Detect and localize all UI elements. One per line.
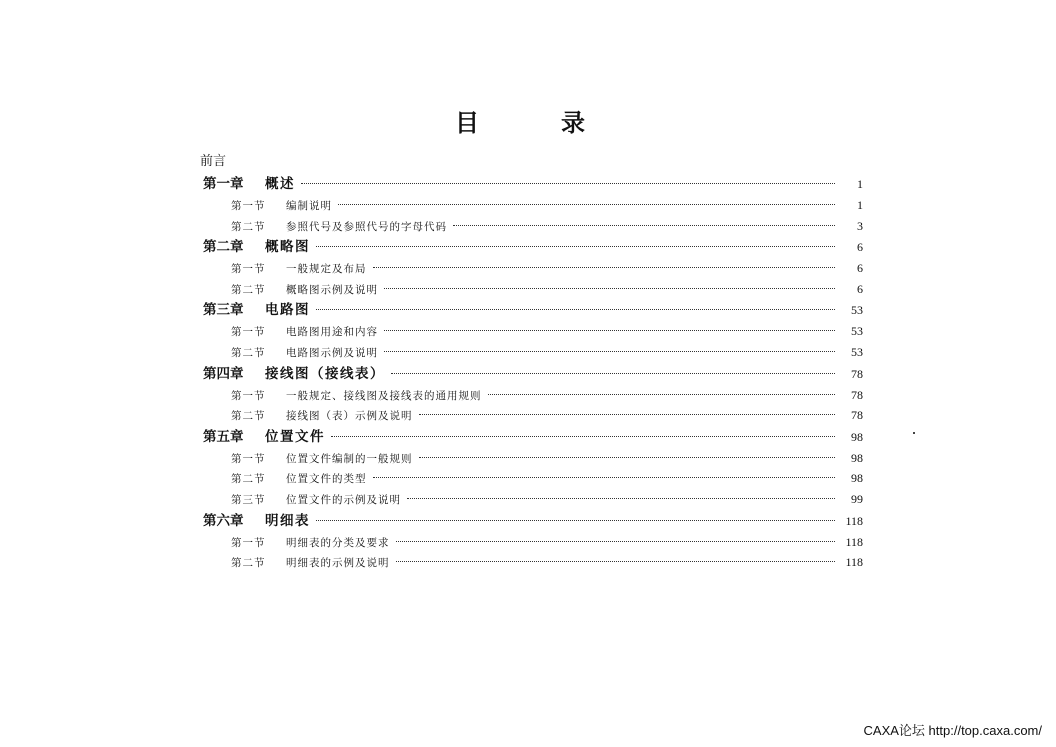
section-title: 概略图示例及说明 xyxy=(286,283,378,296)
toc-chapter-row xyxy=(203,510,863,532)
chapter-number: 第三章 xyxy=(203,302,244,319)
section-number: 第二节 xyxy=(231,473,266,486)
section-page-number: 1 xyxy=(857,198,863,212)
section-page-number: 98 xyxy=(851,471,863,486)
toc-section-row xyxy=(203,468,863,489)
section-number: 第一节 xyxy=(231,263,266,276)
section-title: 明细表的示例及说明 xyxy=(286,557,390,570)
dot-leader xyxy=(316,246,835,247)
dot-leader xyxy=(384,288,835,289)
chapter-page-number: 78 xyxy=(851,366,863,381)
section-number: 第一节 xyxy=(231,536,266,549)
toc-section-row xyxy=(203,216,863,237)
toc-section-row xyxy=(203,489,863,510)
section-number: 第二节 xyxy=(231,346,266,359)
section-number: 第二节 xyxy=(231,410,266,423)
section-page-number: 78 xyxy=(851,387,863,402)
section-page-number: 6 xyxy=(857,281,863,296)
dot-leader xyxy=(391,373,835,374)
toc-section-row xyxy=(203,279,863,300)
section-number: 第一节 xyxy=(231,200,266,212)
toc-section-row xyxy=(203,532,863,553)
chapter-title: 电路图 xyxy=(265,302,310,319)
chapter-title: 位置文件 xyxy=(265,428,325,445)
chapter-title: 明细表 xyxy=(265,512,310,529)
dot-leader xyxy=(384,330,835,331)
dot-leader xyxy=(301,183,835,184)
chapter-number: 第一章 xyxy=(203,176,244,192)
dot-leader xyxy=(407,498,835,499)
section-page-number: 118 xyxy=(845,534,863,549)
toc-section-row xyxy=(203,321,863,342)
section-title: 电路图用途和内容 xyxy=(286,326,378,339)
chapter-number: 第二章 xyxy=(203,239,244,256)
chapter-page-number: 118 xyxy=(845,513,863,528)
dot-leader xyxy=(316,309,835,310)
toc-chapter-row xyxy=(203,236,863,258)
section-page-number: 99 xyxy=(851,491,863,506)
section-page-number: 98 xyxy=(851,450,863,465)
chapter-number: 第六章 xyxy=(203,512,244,529)
toc-section-row xyxy=(203,258,863,279)
chapter-page-number: 6 xyxy=(857,240,863,255)
chapter-page-number: 1 xyxy=(857,177,863,191)
section-title: 一般规定及布局 xyxy=(286,263,367,276)
watermark-footer: CAXA论坛 http://top.caxa.com/ xyxy=(863,723,1042,738)
chapter-number: 第五章 xyxy=(203,428,244,445)
section-number: 第一节 xyxy=(231,326,266,339)
page-title xyxy=(455,102,585,138)
dot-leader xyxy=(453,225,835,226)
section-title: 位置文件的类型 xyxy=(286,473,367,486)
chapter-page-number: 53 xyxy=(851,303,863,318)
chapter-title: 概述 xyxy=(265,176,295,192)
dot-leader xyxy=(396,561,836,562)
section-title: 明细表的分类及要求 xyxy=(286,536,390,549)
dot-leader xyxy=(373,267,836,268)
section-number: 第二节 xyxy=(231,220,266,233)
title-char-2: 录 xyxy=(561,108,585,137)
chapter-number: 第四章 xyxy=(203,365,244,382)
chapter-page-number: 98 xyxy=(851,429,863,444)
section-title: 电路图示例及说明 xyxy=(286,346,378,359)
dot-leader xyxy=(419,414,836,415)
toc-section-row xyxy=(203,448,863,469)
section-title: 参照代号及参照代号的字母代码 xyxy=(286,220,447,233)
toc-section-row xyxy=(203,405,863,426)
toc-section-row xyxy=(203,195,863,216)
section-page-number: 53 xyxy=(851,344,863,359)
section-title: 位置文件编制的一般规则 xyxy=(286,452,413,465)
section-page-number: 53 xyxy=(851,324,863,339)
scan-speck xyxy=(913,432,915,434)
dot-leader xyxy=(396,541,836,542)
section-page-number: 118 xyxy=(845,555,863,570)
toc-section-row xyxy=(203,342,863,363)
dot-leader xyxy=(419,457,836,458)
toc-chapter-row xyxy=(203,426,863,448)
toc-chapter-row xyxy=(203,173,863,195)
dot-leader xyxy=(373,477,836,478)
section-page-number: 6 xyxy=(857,261,863,276)
toc-chapter-row xyxy=(203,299,863,321)
section-title: 编制说明 xyxy=(286,200,332,212)
dot-leader xyxy=(338,204,835,205)
preface-entry: 前言 xyxy=(200,154,227,169)
section-title: 位置文件的示例及说明 xyxy=(286,493,401,506)
section-page-number: 3 xyxy=(857,218,863,233)
toc-section-row xyxy=(203,552,863,573)
section-number: 第三节 xyxy=(231,493,266,506)
section-number: 第一节 xyxy=(231,389,266,402)
title-char-1: 目 xyxy=(455,108,479,137)
toc-chapter-row xyxy=(203,363,863,385)
table-of-contents xyxy=(203,173,863,573)
toc-section-row xyxy=(203,385,863,406)
dot-leader xyxy=(331,436,835,437)
section-page-number: 78 xyxy=(851,408,863,423)
chapter-title: 概略图 xyxy=(265,239,310,256)
section-number: 第二节 xyxy=(231,283,266,296)
section-title: 一般规定、接线图及接线表的通用规则 xyxy=(286,389,482,402)
section-number: 第一节 xyxy=(231,452,266,465)
dot-leader xyxy=(316,520,835,521)
chapter-title: 接线图（接线表） xyxy=(265,365,385,382)
dot-leader xyxy=(488,394,836,395)
section-title: 接线图（表）示例及说明 xyxy=(286,410,413,423)
section-number: 第二节 xyxy=(231,557,266,570)
dot-leader xyxy=(384,351,835,352)
